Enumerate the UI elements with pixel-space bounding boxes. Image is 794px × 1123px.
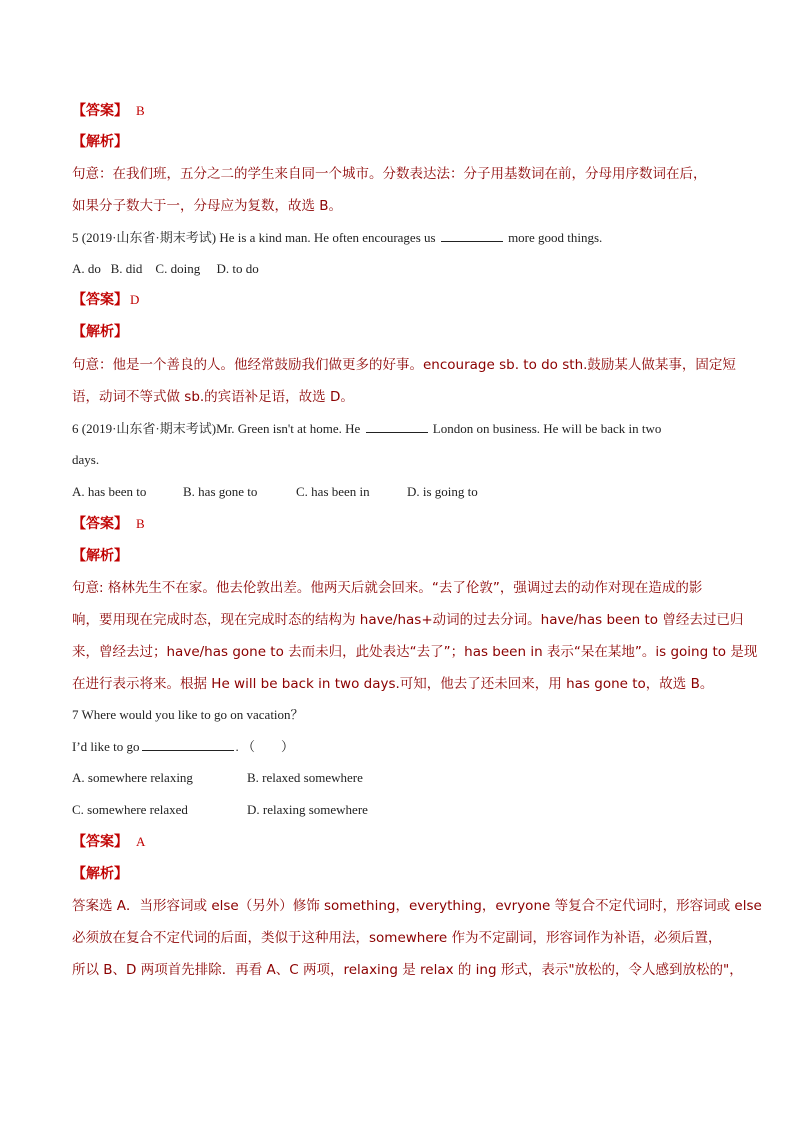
q6-explain-line: 在进行表示将来。根据 He will be back in two days.可知，他去了还未回来，用 has gone to，故选 B。 — [72, 676, 714, 692]
q7-explain-line: 答案选 A．当形容词或 else（另外）修饰 something，everything，evryone 等复合不定代词时，形容词或 else — [72, 898, 762, 914]
q6-answer — [72, 514, 732, 534]
q4-explain-line: 如果分子数大于一，分母应为复数，故选 B。 — [72, 198, 343, 214]
q6-stem-after: London on business. He will be back in two — [432, 421, 662, 436]
option-a: A. has been to — [72, 484, 147, 499]
q6-stem-line2: days. — [72, 452, 100, 467]
option-c: C. has been in — [296, 484, 370, 499]
option-b: B. relaxed somewhere — [247, 770, 363, 785]
q7-explain-line: 所以 B、D 两项首先排除．再看 A、C 两项，relaxing 是 relax 的 ing 形式，表示"放松的，令人感到放松的"， — [72, 962, 743, 978]
answer-blank — [441, 229, 503, 242]
q6-stem — [72, 419, 732, 439]
explain-label: 【解析】 — [72, 866, 128, 882]
q7-line2-after: . （ ） — [235, 739, 295, 754]
option-c: C. somewhere relaxed — [72, 802, 188, 817]
q7-stem: 7 Where would you like to go on vacation？ — [72, 707, 304, 722]
q7-stem-line2 — [72, 737, 732, 757]
q7-explain-heading — [72, 864, 732, 884]
answer-label: 【答案】 — [72, 292, 128, 308]
q5-explain-line: 语，动词不等式做 sb.的宾语补足语，故选 D。 — [72, 389, 354, 405]
explain-label: 【解析】 — [72, 134, 128, 150]
answer-label: 【答案】 — [72, 516, 128, 532]
q7-line2-before: I’d like to go — [72, 739, 140, 754]
q7-explain-line: 必须放在复合不定代词的后面，类似于这种用法，somewhere 作为不定副词，形容词作为补语，必须后置， — [72, 930, 722, 946]
q4-answer — [72, 101, 732, 121]
q6-stem-before: 6 (2019·山东省·期末考试)Mr. Green isn't at home. He — [72, 421, 361, 436]
answer-blank — [142, 738, 234, 751]
answer-value: D — [130, 292, 140, 307]
answer-label: 【答案】 — [72, 103, 128, 119]
q4-explain-heading — [72, 132, 732, 152]
option-b: B. has gone to — [183, 484, 258, 499]
q5-explain-line: 句意：他是一个善良的人。他经常鼓励我们做更多的好事。encourage sb. to do sth.鼓励某人做某事，固定短 — [72, 357, 736, 373]
q5-answer — [72, 290, 732, 310]
option-d: D. is going to — [407, 484, 478, 499]
q4-explain-line: 句意：在我们班，五分之二的学生来自同一个城市。分数表达法：分子用基数词在前，分母用序数词在后， — [72, 166, 707, 182]
answer-blank — [366, 420, 428, 433]
q5-stem-before: 5 (2019·山东省·期末考试) He is a kind man. He often encourages us — [72, 230, 436, 245]
q6-explain-line: 响，要用现在完成时态，现在完成时态的结构为 have/has+动词的过去分词。have/has been to 曾经去过已归 — [72, 612, 744, 628]
q6-explain-line: 句意: 格林先生不在家。他去伦敦出差。他两天后就会回来。“去了伦敦”，强调过去的动作对现在造成的影 — [72, 580, 703, 596]
q5-explain-heading — [72, 322, 732, 342]
q5-stem-after: more good things. — [508, 230, 603, 245]
explain-label: 【解析】 — [72, 548, 128, 564]
answer-value: A — [136, 834, 146, 849]
answer-label: 【答案】 — [72, 834, 128, 850]
q5-stem — [72, 228, 732, 248]
answer-value: B — [136, 516, 145, 531]
q6-explain-heading — [72, 546, 732, 566]
q7-answer — [72, 832, 732, 852]
answer-value: B — [136, 103, 145, 118]
option-a: A. somewhere relaxing — [72, 770, 193, 785]
q5-options: A. do B. did C. doing D. to do — [72, 261, 259, 276]
explain-label: 【解析】 — [72, 324, 128, 340]
q6-explain-line: 来，曾经去过；have/has gone to 去而未归，此处表达“去了”；has been in 表示“呆在某地”。is going to 是现 — [72, 644, 758, 660]
option-d: D. relaxing somewhere — [247, 802, 368, 817]
